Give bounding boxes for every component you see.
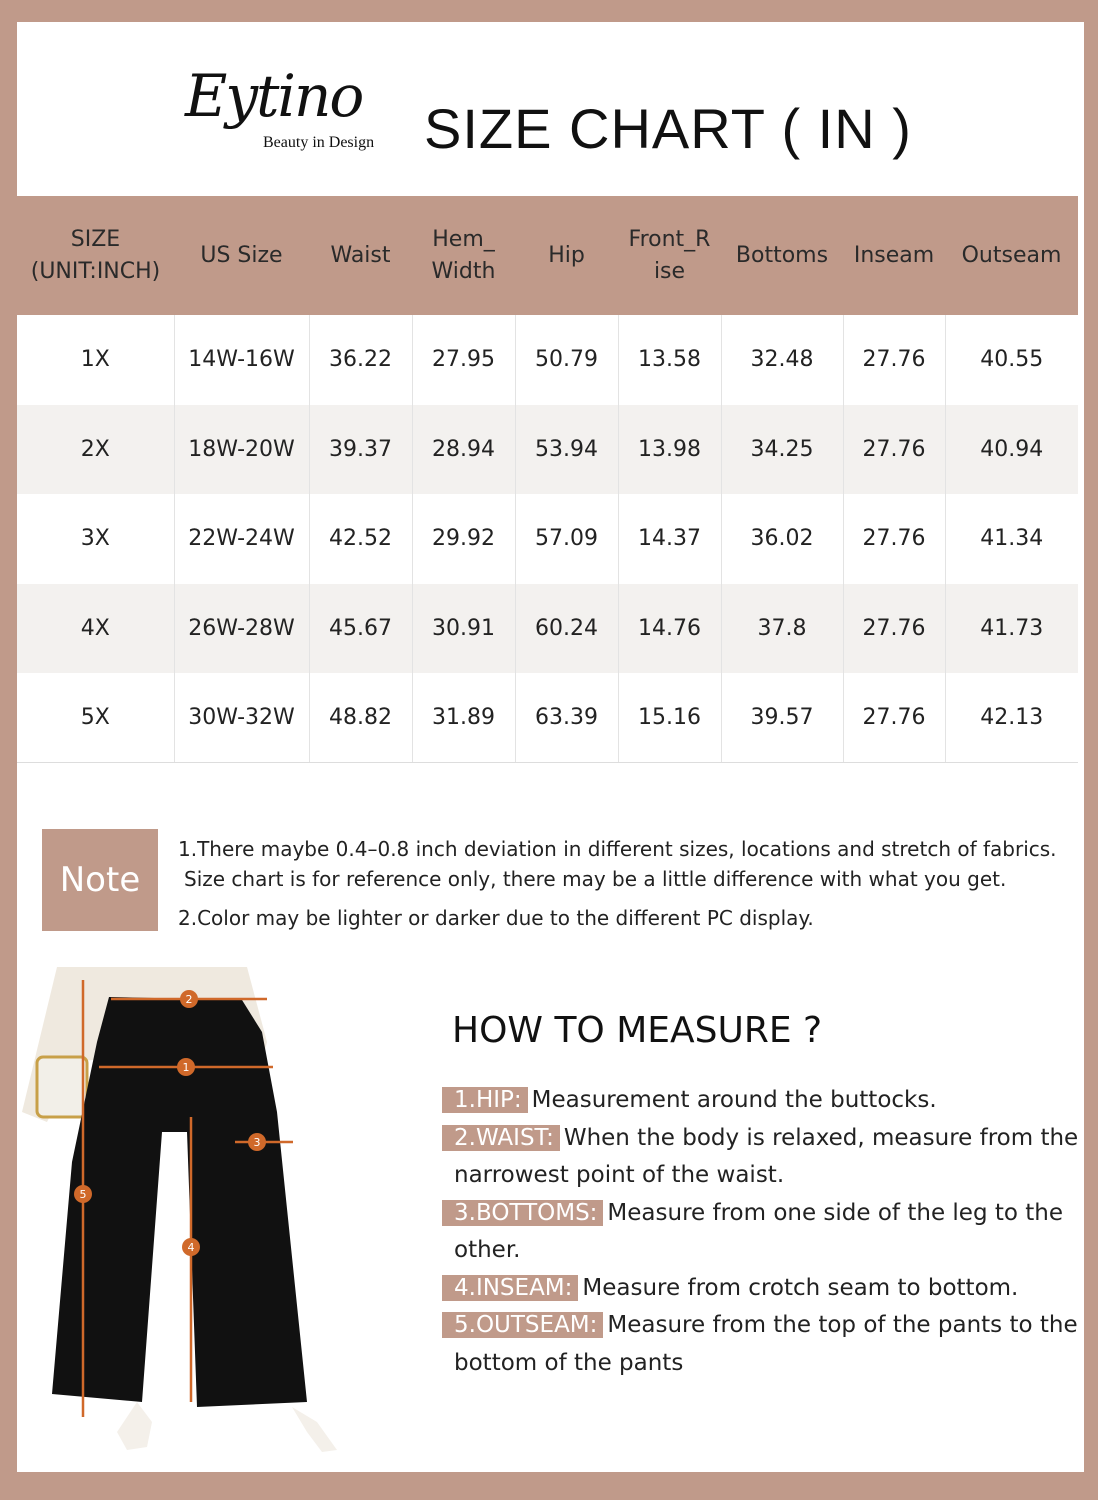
measure-item [442, 1125, 1078, 1151]
measure-label: 1.HIP: [442, 1087, 528, 1113]
table-cell: 5X [17, 673, 174, 763]
measure-text-cont: bottom of the pants [454, 1349, 684, 1376]
column-header-text: (UNIT:INCH) [30, 258, 161, 284]
measure-text: Measurement around the buttocks. [531, 1087, 937, 1113]
pants-measurement-illustration [17, 962, 357, 1462]
table-cell: 3X [80, 526, 110, 552]
column-header [618, 196, 721, 315]
table-cell: 60.24 [515, 584, 618, 674]
table-row [17, 494, 1078, 584]
measure-item [442, 1275, 1018, 1301]
table-cell: 26W-28W [174, 584, 309, 674]
note-line-2: Size chart is for reference only, there may be a little difference with what you get. [184, 867, 1007, 891]
marker-number: 4 [187, 1241, 195, 1254]
table-cell: 2X [17, 405, 174, 495]
table-cell: 48.82 [309, 673, 412, 763]
table-cell: 27.76 [843, 494, 945, 584]
table-cell: 39.37 [309, 405, 412, 495]
column-header [721, 196, 843, 315]
table-cell: 50.79 [515, 315, 618, 405]
table-cell: 13.58 [618, 315, 721, 405]
brand-tagline: Beauty in Design [263, 134, 375, 151]
column-header-text: Bottoms [735, 242, 829, 268]
column-header-text: US Size [200, 242, 283, 268]
marker-number: 3 [253, 1136, 261, 1149]
column-header [309, 196, 412, 315]
measure-text: Measure from one side of the leg to the [607, 1199, 1063, 1226]
marker-number: 1 [182, 1061, 190, 1074]
column-header-text: Front_R [628, 226, 711, 252]
table-cell: 14.37 [618, 494, 721, 584]
column-header-text: Inseam [853, 242, 935, 268]
column-header-text: Outseam [961, 242, 1062, 268]
measure-text-cont: other. [454, 1237, 521, 1263]
size-table [17, 196, 1078, 763]
table-row [17, 405, 1078, 495]
table-cell: 34.25 [721, 405, 843, 495]
measure-text: Measure from the top of the pants to the [607, 1312, 1078, 1338]
column-header-text: Hip [548, 242, 585, 268]
table-row [17, 315, 1078, 405]
table-cell: 27.76 [843, 315, 945, 405]
measure-label: 5.OUTSEAM: [442, 1312, 603, 1338]
measure-text-cont: narrowest point of the waist. [454, 1162, 785, 1188]
column-header-text: ise [653, 258, 686, 284]
table-cell: 53.94 [515, 405, 618, 495]
table-cell: 27.76 [843, 584, 945, 674]
column-header [945, 196, 1078, 315]
table-cell: 40.55 [945, 315, 1078, 405]
brand-name: Eytino [185, 62, 363, 130]
column-header-text: SIZE [70, 226, 121, 252]
table-cell: 41.34 [945, 494, 1078, 584]
note-line-3: 2.Color may be lighter or darker due to the different PC display. [178, 906, 814, 930]
note-badge: Note [42, 829, 158, 931]
measure-label: 3.BOTTOMS: [442, 1200, 603, 1226]
measure-text: When the body is relaxed, measure from the [563, 1124, 1079, 1151]
table-cell: 42.52 [309, 494, 412, 584]
table-cell: 27.76 [843, 405, 945, 495]
brand-logo [185, 62, 395, 167]
table-cell: 30W-32W [174, 673, 309, 763]
column-header-text: Hem_ [432, 226, 495, 252]
table-cell: 37.8 [721, 584, 843, 674]
column-header [174, 196, 309, 315]
column-header-text: Waist [330, 242, 391, 268]
measure-item [442, 1200, 1063, 1226]
measure-item [442, 1087, 937, 1113]
table-row [17, 584, 1078, 674]
table-cell: 30.91 [412, 584, 515, 674]
table-cell: 27.95 [412, 315, 515, 405]
column-header [17, 196, 174, 315]
column-header-text: Width [431, 258, 496, 284]
table-cell: 41.73 [945, 584, 1078, 674]
column-header [412, 196, 515, 315]
table-cell: 13.98 [618, 405, 721, 495]
table-cell: 45.67 [309, 584, 412, 674]
table-cell: 32.48 [721, 315, 843, 405]
measure-label: 4.INSEAM: [442, 1275, 578, 1301]
column-header [515, 196, 618, 315]
how-to-measure-title: HOW TO MEASURE ? [452, 1010, 823, 1051]
table-cell: 57.09 [515, 494, 618, 584]
table-cell: 28.94 [412, 405, 515, 495]
table-cell: 36.22 [309, 315, 412, 405]
table-cell: 22W-24W [174, 494, 309, 584]
table-cell: 18W-20W [174, 405, 309, 495]
page-title: SIZE CHART ( IN ) [424, 97, 912, 160]
table-cell: 29.92 [412, 494, 515, 584]
table-cell: 36.02 [721, 494, 843, 584]
table-cell: 14W-16W [174, 315, 309, 405]
marker-number: 5 [79, 1188, 87, 1201]
table-cell: 4X [17, 584, 174, 674]
table-cell: 40.94 [945, 405, 1078, 495]
marker-number: 2 [185, 993, 193, 1006]
white-shoes [117, 1402, 337, 1452]
note-line-1: 1.There maybe 0.4–0.8 inch deviation in different sizes, locations and stretch of fabrics. [178, 837, 1057, 861]
table-row [17, 673, 1078, 763]
table-cell: 1X [80, 347, 110, 373]
table-cell: 39.57 [721, 673, 843, 763]
measure-text: Measure from crotch seam to bottom. [582, 1274, 1019, 1301]
handbag [37, 1057, 87, 1117]
table-cell: 15.16 [618, 673, 721, 763]
column-header [843, 196, 945, 315]
table-cell: 31.89 [412, 673, 515, 763]
measure-item [442, 1312, 1078, 1338]
table-cell: 14.76 [618, 584, 721, 674]
table-cell: 42.13 [945, 673, 1078, 763]
table-header-row [17, 196, 1078, 315]
table-cell: 27.76 [843, 673, 945, 763]
measure-label: 2.WAIST: [442, 1125, 560, 1151]
table-cell: 63.39 [515, 673, 618, 763]
